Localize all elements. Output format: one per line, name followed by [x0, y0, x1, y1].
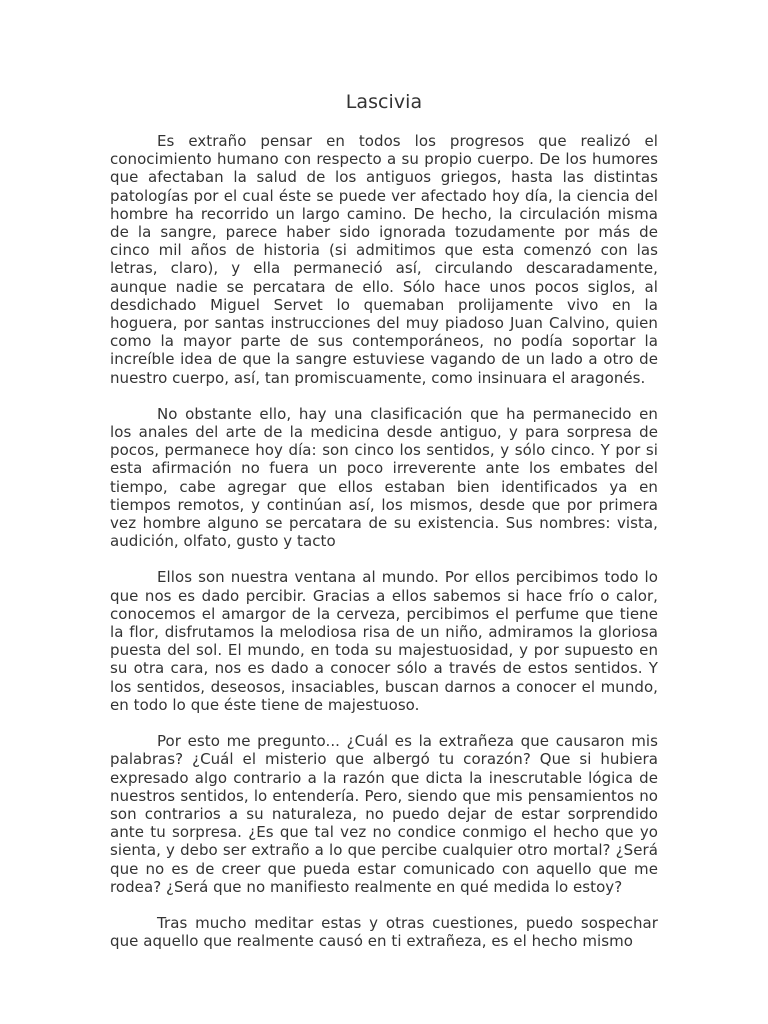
document-title: Lascivia: [345, 91, 423, 113]
paragraph-1: Es extraño pensar en todos los progresos que realizó el conocimiento humano con respecto a su propio cuerpo. De los humores que afectaban la salud de los antiguos griegos, hasta las distintas patologías por el cual éste se puede ver afectado hoy día, la ciencia del hombre ha recorrido un largo camino. De hecho, la circulación misma de la sangre, parece haber sido ignorada tozudamente por más de cinco mil años de historia (si admitimos que esta comenzó con las letras, claro), y ella permaneció así, circulando descaradamente, aunque nadie se percatara de ello. Sólo hace unos pocos siglos, al desdichado Miguel Servet lo quemaban prolijamente vivo en la hoguera, por santas instrucciones del muy piadoso Juan Calvino, quien como la mayor parte de sus contemporáneos, no podía soportar la increíble idea de que la sangre estuviese vagando de un lado a otro de nuestro cuerpo, así, tan promiscuamente, como insinuara el aragonés.: [110, 132, 658, 387]
paragraph-5: Tras mucho meditar estas y otras cuestiones, puedo sospechar que aquello que realmente causó en ti extrañeza, es el hecho mismo: [110, 913, 658, 951]
paragraph-3: Ellos son nuestra ventana al mundo. Por ellos percibimos todo lo que nos es dado percibir. Gracias a ellos sabemos si hace frío o calor, conocemos el amargor de la cerveza, percibimos el perfume que tiene la flor, disfrutamos la melodiosa risa de un niño, admiramos la gloriosa puesta del sol. El mundo, en toda su majestuosidad, y por supuesto en su otra cara, nos es dado a conocer sólo a través de estos sentidos. Y los sentidos, deseosos, insaciables, buscan darnos a conocer el mundo, en todo lo que éste tiene de majestuoso.: [110, 568, 658, 714]
document-page: [110, 88, 658, 968]
paragraph-4: Por esto me pregunto... ¿Cuál es la extrañeza que causaron mis palabras? ¿Cuál el misterio que albergó tu corazón? Que si hubiera expresado algo contrario a la razón que dicta la inescrutable lógica de nuestros sentidos, lo entendería. Pero, siendo que mis pensamientos no son contrarios a su naturaleza, no puedo dejar de estar sorprendido ante tu sorpresa. ¿Es que tal vez no condice conmigo el hecho que yo sienta, y debo ser extraño a lo que percibe cualquier otro mortal? ¿Será que no es de creer que pueda estar comunicado con aquello que me rodea? ¿Será que no manifiesto realmente en qué medida lo estoy?: [110, 732, 658, 896]
paragraph-2: No obstante ello, hay una clasificación que ha permanecido en los anales del arte de la medicina desde antiguo, y para sorpresa de pocos, permanece hoy día: son cinco los sentidos, y sólo cinco. Y por si esta afirmación no fuera un poco irreverente ante los embates del tiempo, cabe agregar que ellos estaban bien identificados ya en tiempos remotos, y continúan así, los mismos, desde que por primera vez hombre alguno se percatara de su existencia. Sus nombres: vista, audición, olfato, gusto y tacto: [110, 404, 658, 551]
